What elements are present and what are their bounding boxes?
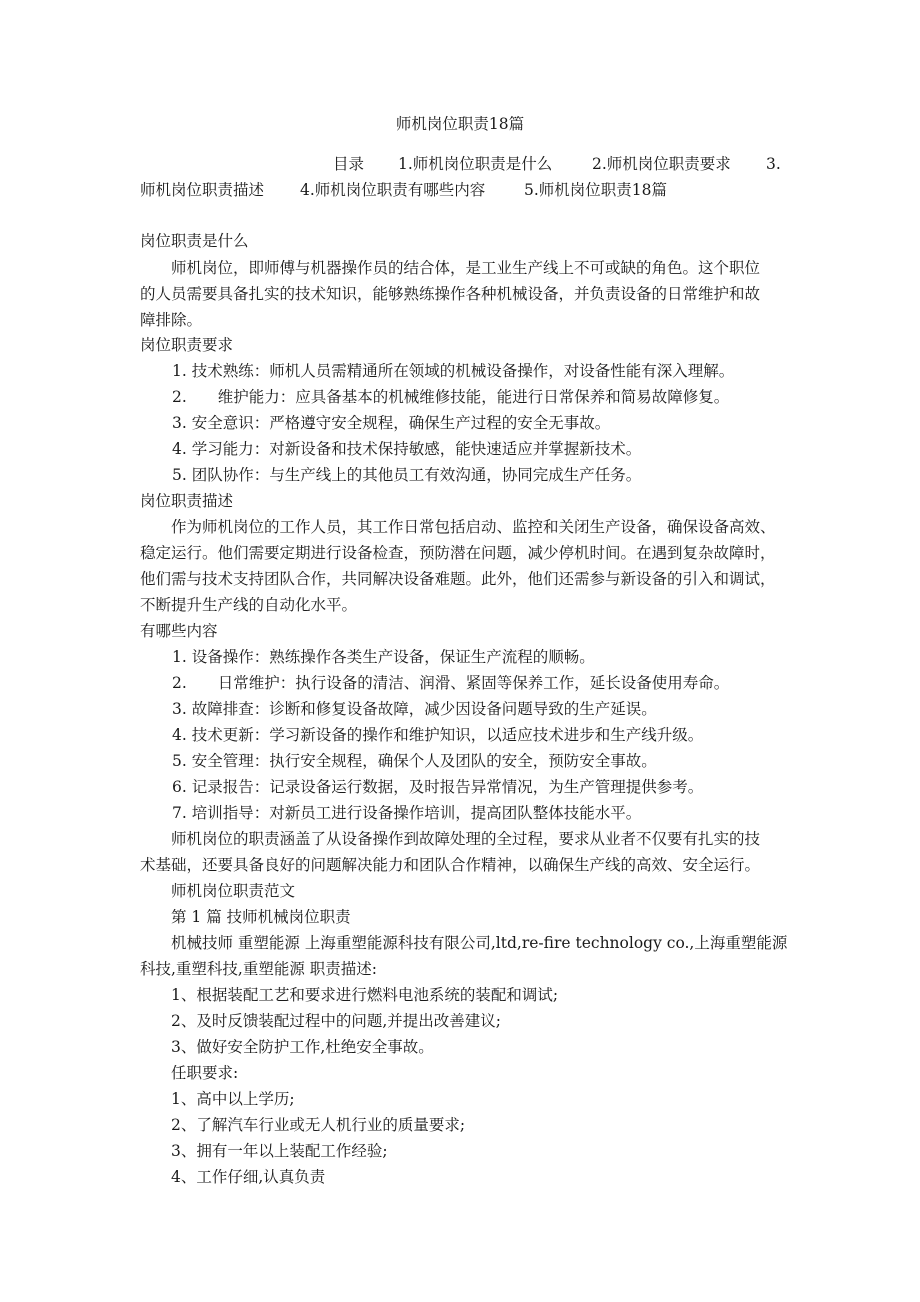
list-item: 2、了解汽车行业或无人机行业的质量要求; (171, 1116, 466, 1134)
list-item: 4. 技术更新：学习新设备的操作和维护知识，以适应技术进步和生产线升级。 (172, 726, 704, 744)
toc-item: 3. (766, 155, 781, 173)
toc-item: 1.师机岗位职责是什么 (398, 155, 553, 173)
paragraph-line: 机械技师 重塑能源 上海重塑能源科技有限公司,ltd,re-fire technology co.,上海重塑能源 (171, 934, 788, 952)
list-item: 2. 日常维护：执行设备的清洁、润滑、紧固等保养工作，延长设备使用寿命。 (172, 674, 730, 692)
toc-item: 5.师机岗位职责18篇 (524, 181, 668, 199)
list-item: 1. 技术熟练：师机人员需精通所在领域的机械设备操作，对设备性能有深入理解。 (172, 362, 735, 380)
section-heading: 岗位职责要求 (140, 336, 234, 354)
paragraph-line: 的人员需要具备扎实的技术知识，能够熟练操作各种机械设备，并负责设备的日常维护和故 (140, 285, 761, 303)
paragraph-line: 师机岗位的职责涵盖了从设备操作到故障处理的全过程，要求从业者不仅要有扎实的技 (171, 830, 761, 848)
document-title: 师机岗位职责18篇 (395, 115, 525, 133)
list-item: 1、高中以上学历; (171, 1090, 295, 1108)
paragraph-line: 稳定运行。他们需要定期进行设备检查，预防潜在问题，减少停机时间。在遇到复杂故障时， (140, 544, 776, 562)
section-heading: 有哪些内容 (140, 622, 218, 640)
article-title: 第 1 篇 技师机械岗位职责 (171, 908, 351, 926)
section-heading: 岗位职责描述 (140, 492, 234, 510)
toc-item: 2.师机岗位职责要求 (592, 155, 731, 173)
list-item: 1、根据装配工艺和要求进行燃料电池系统的装配和调试; (171, 986, 559, 1004)
list-item: 3. 安全意识：严格遵守安全规程，确保生产过程的安全无事故。 (172, 414, 611, 432)
paragraph-line: 师机岗位，即师傅与机器操作员的结合体，是工业生产线上不可或缺的角色。这个职位 (171, 259, 761, 277)
list-item: 3、做好安全防护工作,杜绝安全事故。 (171, 1038, 434, 1056)
list-item: 5. 团队协作：与生产线上的其他员工有效沟通，协同完成生产任务。 (172, 466, 642, 484)
list-item: 4、工作仔细,认真负责 (171, 1168, 326, 1186)
section-heading: 岗位职责是什么 (140, 232, 249, 250)
list-item: 4. 学习能力：对新设备和技术保持敏感，能快速适应并掌握新技术。 (172, 440, 642, 458)
paragraph-line: 科技,重塑科技,重塑能源 职责描述: (140, 960, 378, 978)
list-item: 2. 维护能力：应具备基本的机械维修技能，能进行日常保养和简易故障修复。 (172, 388, 730, 406)
list-item: 6. 记录报告：记录设备运行数据，及时报告异常情况，为生产管理提供参考。 (172, 778, 704, 796)
list-item: 7. 培训指导：对新员工进行设备操作培训，提高团队整体技能水平。 (172, 804, 642, 822)
paragraph-line: 不断提升生产线的自动化水平。 (140, 596, 358, 614)
section-heading: 师机岗位职责范文 (171, 882, 296, 900)
requirements-label: 任职要求: (171, 1064, 239, 1082)
list-item: 1. 设备操作：熟练操作各类生产设备，保证生产流程的顺畅。 (172, 648, 595, 666)
paragraph-line: 他们需与技术支持团队合作，共同解决设备难题。此外，他们还需参与新设备的引入和调试， (140, 570, 776, 588)
paragraph-line: 作为师机岗位的工作人员，其工作日常包括启动、监控和关闭生产设备，确保设备高效、 (171, 518, 776, 536)
toc-item: 师机岗位职责描述 (140, 181, 265, 199)
paragraph-line: 术基础，还要具备良好的问题解决能力和团队合作精神，以确保生产线的高效、安全运行。 (140, 856, 761, 874)
list-item: 3. 故障排查：诊断和修复设备故障，减少因设备问题导致的生产延误。 (172, 700, 657, 718)
list-item: 3、拥有一年以上装配工作经验; (171, 1142, 388, 1160)
toc-item: 4.师机岗位职责有哪些内容 (300, 181, 486, 199)
paragraph-line: 障排除。 (140, 311, 203, 329)
toc-label: 目录 (333, 155, 365, 173)
list-item: 5. 安全管理：执行安全规程，确保个人及团队的安全，预防安全事故。 (172, 752, 657, 770)
list-item: 2、及时反馈装配过程中的问题,并提出改善建议; (171, 1012, 502, 1030)
